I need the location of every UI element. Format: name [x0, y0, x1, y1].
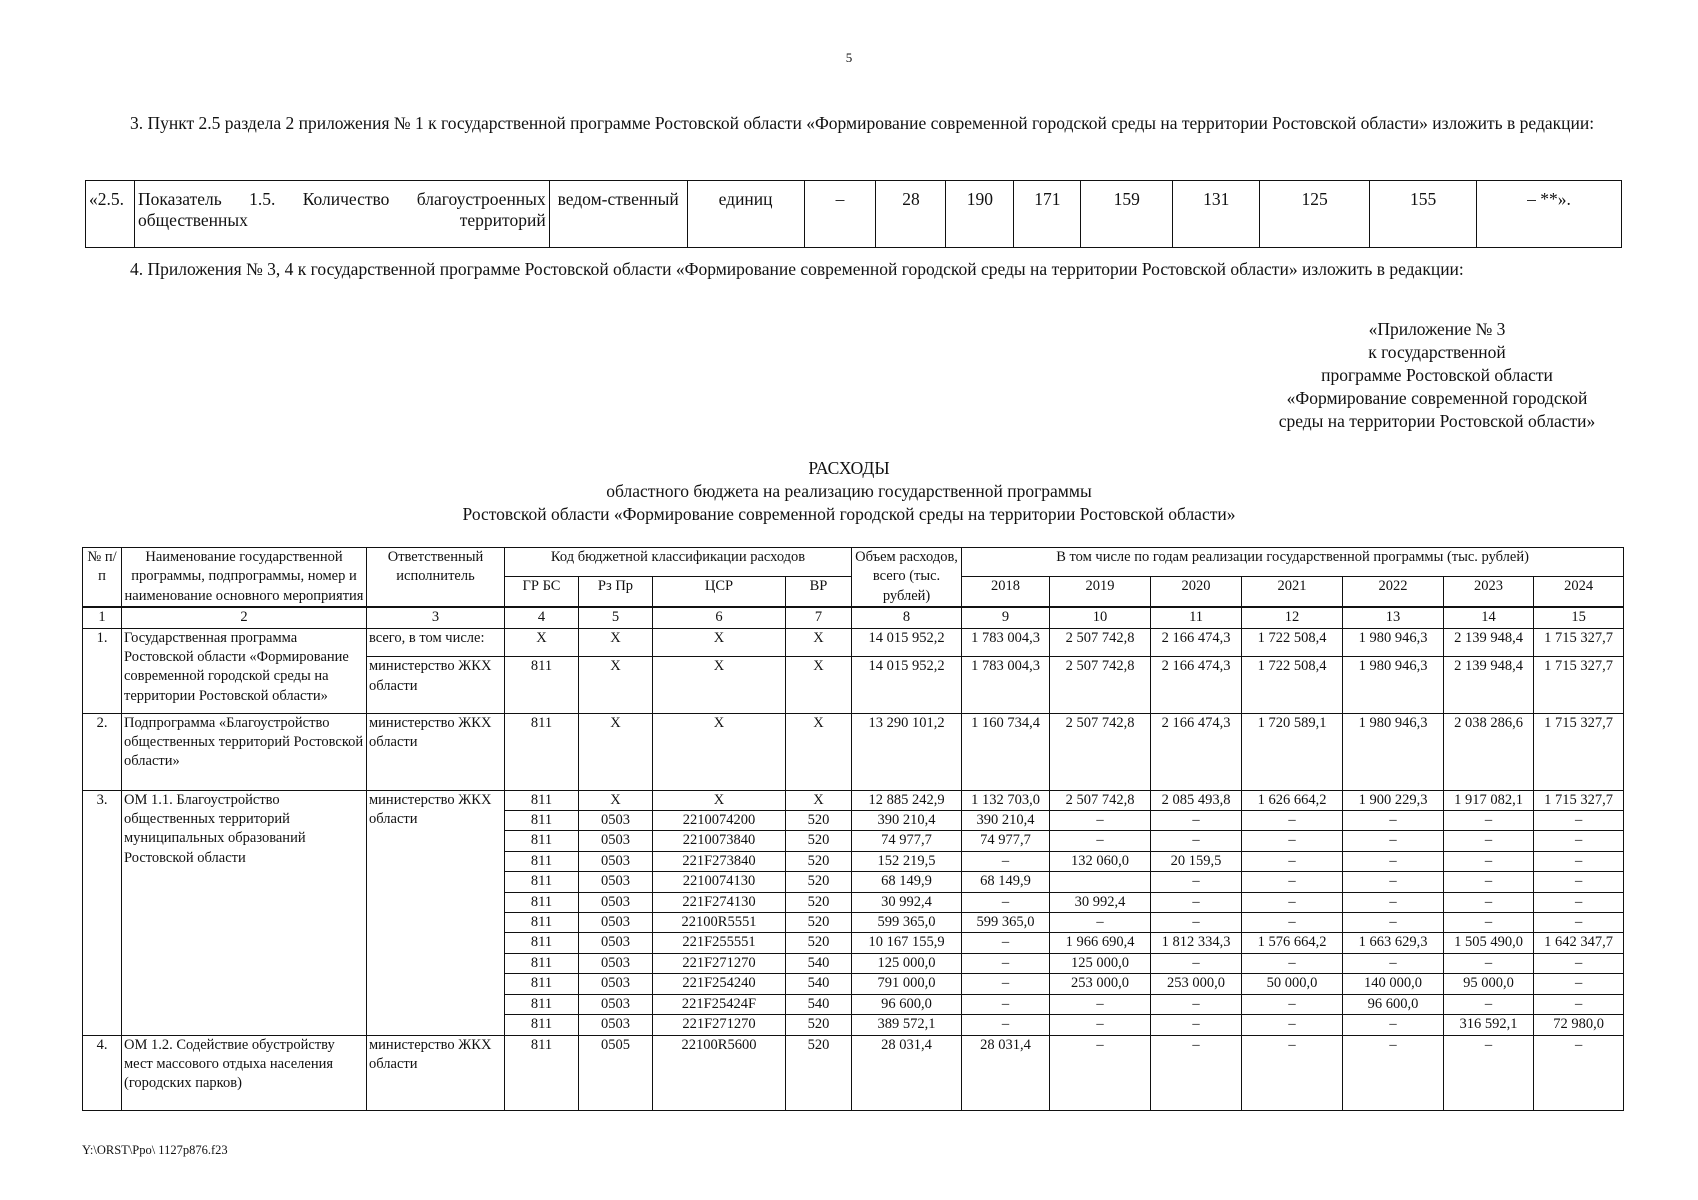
header-code: Код бюджетной классификации расходов [505, 548, 852, 577]
table-cell: 0503 [579, 831, 653, 851]
appendix-line: среды на территории Ростовской области» [1278, 411, 1596, 431]
table-cell: Х [579, 628, 653, 657]
table-cell: 1 505 490,0 [1444, 933, 1534, 953]
table-cell: 1 812 334,3 [1151, 933, 1242, 953]
table-cell: – [1534, 974, 1624, 994]
table-cell: Х [653, 657, 786, 713]
table-cell: – [1050, 811, 1151, 831]
table-cell: 1 900 229,3 [1343, 790, 1444, 810]
indicator-name: Показатель 1.5. Количество благоустроенных общественных территорий [134, 181, 549, 248]
table-cell: – [962, 994, 1050, 1014]
table-cell: 30 992,4 [1050, 892, 1151, 912]
row-number: 1. [83, 628, 122, 713]
table-cell: – [1050, 994, 1151, 1014]
table-cell: – [1242, 831, 1343, 851]
table-cell: 316 592,1 [1444, 1015, 1534, 1035]
indicator-value: 131 [1173, 181, 1260, 248]
table-cell: 221F273840 [653, 851, 786, 871]
row-name: ОМ 1.2. Содействие обустройству мест массового отдыха населения (городских парков) [122, 1035, 367, 1110]
table-cell: 72 980,0 [1534, 1015, 1624, 1035]
table-cell: 96 600,0 [852, 994, 962, 1014]
table-cell: – [1534, 831, 1624, 851]
table-cell: 1 663 629,3 [1343, 933, 1444, 953]
table-cell: – [1242, 913, 1343, 933]
row-executor: министерство ЖКХ области [367, 1035, 505, 1110]
column-number: 2 [122, 607, 367, 628]
table-cell: – [1534, 811, 1624, 831]
table-cell: Х [653, 628, 786, 657]
table-cell: 74 977,7 [852, 831, 962, 851]
table-cell: 2210074200 [653, 811, 786, 831]
table-cell: Х [579, 790, 653, 810]
table-cell: 811 [505, 713, 579, 790]
table-cell: 0505 [579, 1035, 653, 1110]
table-cell: 125 000,0 [852, 953, 962, 973]
table-cell: 2 507 742,8 [1050, 790, 1151, 810]
table-cell: – [1343, 892, 1444, 912]
table-cell: 74 977,7 [962, 831, 1050, 851]
table-cell: – [1534, 872, 1624, 892]
table-row [83, 1035, 1624, 1110]
table-cell: 811 [505, 933, 579, 953]
table-cell: Х [786, 657, 852, 713]
table-cell [1050, 872, 1151, 892]
table-cell: – [962, 1015, 1050, 1035]
table-cell: – [1151, 1015, 1242, 1035]
header-year: 2018 [962, 577, 1050, 607]
table-cell: 30 992,4 [852, 892, 962, 912]
table-cell: 22100R5551 [653, 913, 786, 933]
table-cell: 1 626 664,2 [1242, 790, 1343, 810]
table-cell: 2 507 742,8 [1050, 713, 1151, 790]
doc-subtitle: областного бюджета на реализацию государственной программы [606, 481, 1092, 501]
column-number: 4 [505, 607, 579, 628]
row-name: ОМ 1.1. Благоустройство общественных территорий муниципальных образований Ростовской области [122, 790, 367, 1035]
table-cell: – [1242, 811, 1343, 831]
table-cell: 1 132 703,0 [962, 790, 1050, 810]
table-cell: Х [786, 713, 852, 790]
table-cell: – [1151, 1035, 1242, 1110]
table-cell: 2 139 948,4 [1444, 657, 1534, 713]
table-cell: 22100R5600 [653, 1035, 786, 1110]
table-cell: – [1343, 811, 1444, 831]
table-cell: Х [579, 657, 653, 713]
table-cell: – [1534, 913, 1624, 933]
table-cell: 2 507 742,8 [1050, 657, 1151, 713]
indicator-value: 171 [1014, 181, 1081, 248]
row-number: 4. [83, 1035, 122, 1110]
table-cell: 0503 [579, 892, 653, 912]
indicator-value: 28 [876, 181, 946, 248]
table-cell: 1 722 508,4 [1242, 657, 1343, 713]
table-cell: 2 139 948,4 [1444, 628, 1534, 657]
indicator-table [85, 180, 1622, 248]
table-cell: 0503 [579, 953, 653, 973]
table-cell: – [1242, 994, 1343, 1014]
row-name: Государственная программа Ростовской области «Формирование современной городской среды на территории Ростовской области» [122, 628, 367, 713]
table-cell: – [1242, 892, 1343, 912]
header-year: 2022 [1343, 577, 1444, 607]
table-cell: Х [653, 713, 786, 790]
table-cell: 811 [505, 831, 579, 851]
row-executor: министерство ЖКХ области [367, 790, 505, 1035]
column-number: 3 [367, 607, 505, 628]
table-cell: Х [786, 628, 852, 657]
table-cell: 811 [505, 851, 579, 871]
header-num: № п/п [83, 548, 122, 608]
table-cell: 811 [505, 994, 579, 1014]
table-cell: – [1534, 851, 1624, 871]
table-cell: – [1343, 1015, 1444, 1035]
table-cell: 0503 [579, 1015, 653, 1035]
column-number: 7 [786, 607, 852, 628]
appendix-line: к государственной [1368, 342, 1506, 362]
table-cell: 599 365,0 [962, 913, 1050, 933]
table-cell: 1 715 327,7 [1534, 790, 1624, 810]
table-cell: – [1534, 1035, 1624, 1110]
row-number: 2. [83, 713, 122, 790]
indicator-value: 159 [1081, 181, 1173, 248]
column-number: 14 [1444, 607, 1534, 628]
header-years-caption: В том числе по годам реализации государственной программы (тыс. рублей) [962, 548, 1624, 577]
table-cell: Х [786, 790, 852, 810]
table-cell: 0503 [579, 811, 653, 831]
table-cell: 1 917 082,1 [1444, 790, 1534, 810]
table-cell: 13 290 101,2 [852, 713, 962, 790]
header-grbs: ГР БС [505, 577, 579, 607]
table-cell: 95 000,0 [1444, 974, 1534, 994]
table-cell: – [1151, 994, 1242, 1014]
table-cell: 811 [505, 1035, 579, 1110]
appendix-line: программе Ростовской области [1321, 365, 1553, 385]
column-number: 12 [1242, 607, 1343, 628]
column-number: 5 [579, 607, 653, 628]
table-cell: 520 [786, 851, 852, 871]
column-number: 13 [1343, 607, 1444, 628]
table-cell: 520 [786, 892, 852, 912]
table-cell: – [1444, 913, 1534, 933]
table-cell: – [1242, 851, 1343, 871]
table-cell: 221F255551 [653, 933, 786, 953]
indicator-row [86, 181, 1622, 248]
table-cell: 791 000,0 [852, 974, 962, 994]
table-cell: 12 885 242,9 [852, 790, 962, 810]
table-cell: 811 [505, 913, 579, 933]
table-cell: 811 [505, 790, 579, 810]
table-cell: – [1444, 892, 1534, 912]
header-csr: ЦСР [653, 577, 786, 607]
paragraph-4-text: 4. Приложения № 3, 4 к государственной программе Ростовской области «Формирование современной городской среды на территории Ростовской области» изложить в редакции: [130, 259, 1464, 279]
table-cell: 520 [786, 831, 852, 851]
table-cell: – [1343, 851, 1444, 871]
table-cell: – [1534, 994, 1624, 1014]
appendix-line: «Формирование современной городской [1286, 388, 1588, 408]
table-cell: 1 783 004,3 [962, 657, 1050, 713]
table-cell: – [1050, 831, 1151, 851]
table-cell: 1 715 327,7 [1534, 657, 1624, 713]
table-cell: 221F274130 [653, 892, 786, 912]
table-cell: 599 365,0 [852, 913, 962, 933]
table-cell: 68 149,9 [962, 872, 1050, 892]
file-path-footer: Y:\ORST\Ppo\ 1127p876.f23 [82, 1143, 228, 1157]
page-number: 5 [845, 50, 853, 65]
table-cell: 14 015 952,2 [852, 657, 962, 713]
table-cell: 811 [505, 872, 579, 892]
table-cell: – [1444, 872, 1534, 892]
table-cell: – [962, 933, 1050, 953]
header-year: 2021 [1242, 577, 1343, 607]
table-cell: 389 572,1 [852, 1015, 962, 1035]
doc-subtitle: Ростовской области «Формирование современной городской среды на территории Ростовской области» [462, 504, 1236, 524]
table-cell: – [1151, 953, 1242, 973]
table-cell: Х [505, 628, 579, 657]
table-cell: 0503 [579, 994, 653, 1014]
table-cell: – [1242, 1015, 1343, 1035]
header-year: 2024 [1534, 577, 1624, 607]
table-cell: – [1343, 1035, 1444, 1110]
table-cell: 0503 [579, 851, 653, 871]
table-cell: 1 715 327,7 [1534, 713, 1624, 790]
table-cell: 221F254240 [653, 974, 786, 994]
indicator-last: – **». [1477, 181, 1622, 248]
header-name: Наименование государственной программы, подпрограммы, номер и наименование основного мероприятия [122, 548, 367, 608]
table-cell: – [1151, 811, 1242, 831]
table-cell: 2 507 742,8 [1050, 628, 1151, 657]
table-cell: 1 160 734,4 [962, 713, 1050, 790]
table-cell: 253 000,0 [1050, 974, 1151, 994]
table-cell: Х [653, 790, 786, 810]
table-cell: – [1444, 994, 1534, 1014]
table-cell: 2 166 474,3 [1151, 628, 1242, 657]
indicator-type: ведом-ственный [549, 181, 687, 248]
table-row [83, 713, 1624, 790]
row-executor: всего, в том числе: [367, 628, 505, 657]
table-cell: 0503 [579, 872, 653, 892]
table-cell: – [1343, 953, 1444, 973]
table-cell: 811 [505, 974, 579, 994]
column-number: 11 [1151, 607, 1242, 628]
appendix-label [1252, 318, 1622, 433]
table-cell: – [962, 974, 1050, 994]
column-number: 8 [852, 607, 962, 628]
column-number-row [83, 607, 1624, 628]
table-cell: 1 642 347,7 [1534, 933, 1624, 953]
table-cell: – [1444, 1035, 1534, 1110]
table-cell: 152 219,5 [852, 851, 962, 871]
table-cell: – [1242, 872, 1343, 892]
table-cell: 520 [786, 913, 852, 933]
table-cell: 1 576 664,2 [1242, 933, 1343, 953]
table-cell: 140 000,0 [1343, 974, 1444, 994]
table-cell: 28 031,4 [962, 1035, 1050, 1110]
paragraph-4 [82, 258, 1622, 281]
paragraph-3-text: 3. Пункт 2.5 раздела 2 приложения № 1 к государственной программе Ростовской области «Формирование современной городской среды на территории Ростовской области» изложить в редакции: [130, 113, 1595, 133]
table-cell: 221F25424F [653, 994, 786, 1014]
table-cell: 1 720 589,1 [1242, 713, 1343, 790]
table-cell: 520 [786, 1035, 852, 1110]
column-number: 15 [1534, 607, 1624, 628]
table-row [83, 790, 1624, 810]
header-rzpr: Рз Пр [579, 577, 653, 607]
table-cell: 540 [786, 974, 852, 994]
table-cell: 28 031,4 [852, 1035, 962, 1110]
indicator-unit: единиц [687, 181, 804, 248]
header-vr: ВР [786, 577, 852, 607]
table-cell: 811 [505, 953, 579, 973]
column-number: 9 [962, 607, 1050, 628]
table-cell: 10 167 155,9 [852, 933, 962, 953]
header-year: 2019 [1050, 577, 1151, 607]
table-cell: 2 038 286,6 [1444, 713, 1534, 790]
table-cell: – [1534, 892, 1624, 912]
table-row [83, 628, 1624, 657]
table-cell: 540 [786, 953, 852, 973]
indicator-base: – [804, 181, 876, 248]
table-cell: 221F271270 [653, 953, 786, 973]
table-cell: 132 060,0 [1050, 851, 1151, 871]
indicator-value: 190 [946, 181, 1014, 248]
table-cell: – [1151, 913, 1242, 933]
row-executor: министерство ЖКХ области [367, 713, 505, 790]
table-cell: 96 600,0 [1343, 994, 1444, 1014]
table-cell: 520 [786, 872, 852, 892]
table-cell: 221F271270 [653, 1015, 786, 1035]
header-year: 2020 [1151, 577, 1242, 607]
table-cell: 390 210,4 [852, 811, 962, 831]
header-year: 2023 [1444, 577, 1534, 607]
column-number: 10 [1050, 607, 1151, 628]
table-cell: 2 166 474,3 [1151, 657, 1242, 713]
header-volume: Объем расходов, всего (тыс. рублей) [852, 548, 962, 608]
expenses-table [82, 547, 1624, 1111]
table-cell: 0503 [579, 933, 653, 953]
table-cell: – [1444, 831, 1534, 851]
table-cell: – [1343, 872, 1444, 892]
table-cell: 14 015 952,2 [852, 628, 962, 657]
table-cell: 520 [786, 933, 852, 953]
table-cell: – [1444, 811, 1534, 831]
table-cell: 2210074130 [653, 872, 786, 892]
table-cell: – [1444, 953, 1534, 973]
table-cell: 811 [505, 811, 579, 831]
table-body [83, 628, 1624, 1110]
header-row [83, 548, 1624, 577]
indicator-value: 125 [1260, 181, 1370, 248]
table-cell: 811 [505, 1015, 579, 1035]
table-cell: Х [579, 713, 653, 790]
indicator-value: 155 [1370, 181, 1477, 248]
table-cell: 520 [786, 811, 852, 831]
table-cell: 1 980 946,3 [1343, 657, 1444, 713]
table-cell: – [1242, 953, 1343, 973]
table-cell: – [1151, 831, 1242, 851]
table-cell: 2210073840 [653, 831, 786, 851]
column-number: 6 [653, 607, 786, 628]
table-cell: 811 [505, 892, 579, 912]
table-cell: 1 715 327,7 [1534, 628, 1624, 657]
header-executor: Ответственный исполнитель [367, 548, 505, 608]
row-number: 3. [83, 790, 122, 1035]
table-cell: – [1151, 872, 1242, 892]
table-cell: 2 166 474,3 [1151, 713, 1242, 790]
table-cell: 253 000,0 [1151, 974, 1242, 994]
table-cell: 20 159,5 [1151, 851, 1242, 871]
table-cell: – [1343, 831, 1444, 851]
table-cell: – [1050, 913, 1151, 933]
table-cell: 390 210,4 [962, 811, 1050, 831]
indicator-num: «2.5. [86, 181, 135, 248]
table-cell: – [1050, 1035, 1151, 1110]
table-cell: 68 149,9 [852, 872, 962, 892]
table-cell: 1 722 508,4 [1242, 628, 1343, 657]
table-cell: 1 783 004,3 [962, 628, 1050, 657]
table-cell: 1 980 946,3 [1343, 628, 1444, 657]
table-cell: 125 000,0 [1050, 953, 1151, 973]
table-cell: 0503 [579, 974, 653, 994]
paragraph-3 [82, 112, 1622, 135]
table-cell: – [1534, 953, 1624, 973]
table-cell: 811 [505, 657, 579, 713]
table-cell: 50 000,0 [1242, 974, 1343, 994]
row-name: Подпрограмма «Благоустройство общественных территорий Ростовской области» [122, 713, 367, 790]
column-number: 1 [83, 607, 122, 628]
table-cell: 540 [786, 994, 852, 1014]
doc-title: РАСХОДЫ [808, 458, 890, 478]
table-cell: – [962, 851, 1050, 871]
table-cell: 1 966 690,4 [1050, 933, 1151, 953]
row-executor: министерство ЖКХ области [367, 657, 505, 713]
table-cell: – [1444, 851, 1534, 871]
table-cell: 520 [786, 1015, 852, 1035]
table-cell: – [1050, 1015, 1151, 1035]
table-cell: 1 980 946,3 [1343, 713, 1444, 790]
appendix-line: «Приложение № 3 [1368, 319, 1506, 339]
table-cell: 2 085 493,8 [1151, 790, 1242, 810]
table-cell: – [962, 953, 1050, 973]
table-cell: 0503 [579, 913, 653, 933]
table-cell: – [1151, 892, 1242, 912]
table-cell: – [1343, 913, 1444, 933]
table-cell: – [1242, 1035, 1343, 1110]
table-cell: – [962, 892, 1050, 912]
